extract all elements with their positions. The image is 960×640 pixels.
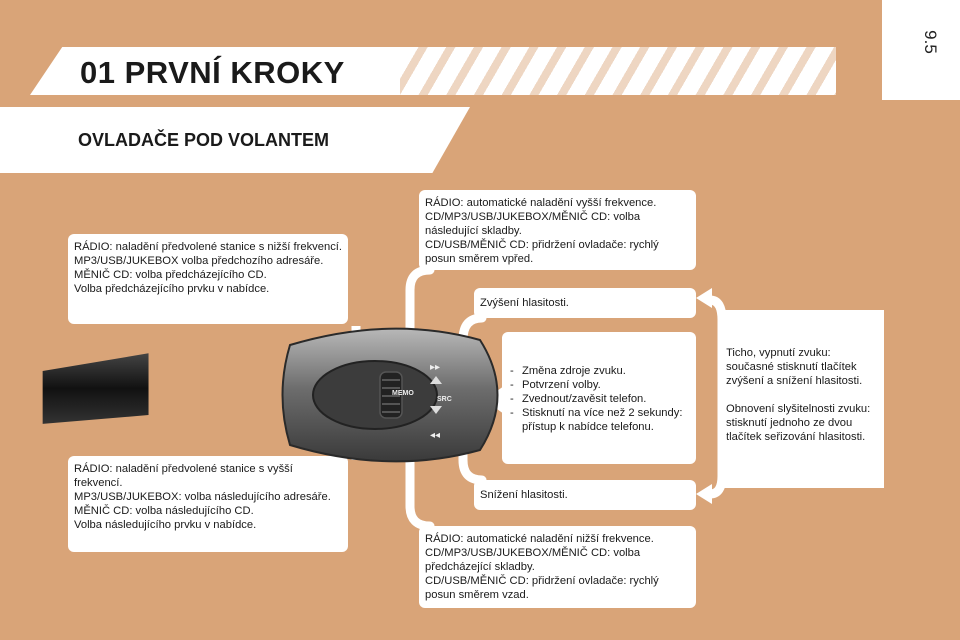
volume-down-text: Snížení hlasitosti. <box>480 489 568 501</box>
callout-line: RÁDIO: naladění předvolené stanice s nižší frekvencí. <box>74 241 343 253</box>
callout-line: RÁDIO: naladění předvolené stanice s vyšší frekvencí. <box>74 463 293 489</box>
callout-line: Volba předcházejícího prvku v nabídce. <box>74 283 270 295</box>
chapter-title: 01 PRVNÍ KROKY <box>80 55 345 90</box>
callout-line: Obnovení slyšitelnosti zvuku: stisknutí jednoho ze dvou tlačítek seřizování hlasitosti. <box>726 403 871 443</box>
callout-line: CD/MP3/USB/JUKEBOX/MĚNIČ CD: volba předcházející skladby. <box>425 547 641 573</box>
source-item: - Potvrzení volby. <box>522 378 690 392</box>
source-item: - Zvednout/zavěsit telefon. <box>522 392 690 406</box>
memo-label: MEMO <box>392 390 414 397</box>
volume-up-text: Zvýšení hlasitosti. <box>480 297 569 309</box>
callout-line: RÁDIO: automatické naladění nižší frekvence. <box>425 533 654 545</box>
callout-line: CD/MP3/USB/JUKEBOX/MĚNIČ CD: volba následující skladby. <box>425 211 641 237</box>
callout-line: MĚNIČ CD: volba předcházejícího CD. <box>74 269 267 281</box>
callout-line: CD/USB/MĚNIČ CD: přidržení ovladače: rychlý posun směrem vzad. <box>425 575 659 601</box>
callout-line: RÁDIO: automatické naladění vyšší frekvence. <box>425 197 657 209</box>
source-item: - Stisknutí na více než 2 sekundy: přístup k nabídce telefonu. <box>522 406 690 434</box>
callout-line: Ticho, vypnutí zvuku: současné stisknutí tlačítek zvýšení a snížení hlasitosti. <box>726 347 863 387</box>
callout-line: Volba následujícího prvku v nabídce. <box>74 519 257 531</box>
callout-line: MP3/USB/JUKEBOX: volba následujícího adresáře. <box>74 491 331 503</box>
callout-line: MP3/USB/JUKEBOX volba předchozího adresáře. <box>74 255 324 267</box>
next-track-label: ▸▸ <box>430 362 441 373</box>
src-label: SRC <box>437 396 452 403</box>
source-item: - Změna zdroje zvuku. <box>522 364 690 378</box>
page-number: 9.5 <box>920 30 940 54</box>
section-title: OVLADAČE POD VOLANTEM <box>78 130 330 150</box>
prev-track-label: ◂◂ <box>430 430 441 441</box>
callout-line: MĚNIČ CD: volba následujícího CD. <box>74 505 254 517</box>
callout-line: CD/USB/MĚNIČ CD: přidržení ovladače: rychlý posun směrem vpřed. <box>425 239 659 265</box>
